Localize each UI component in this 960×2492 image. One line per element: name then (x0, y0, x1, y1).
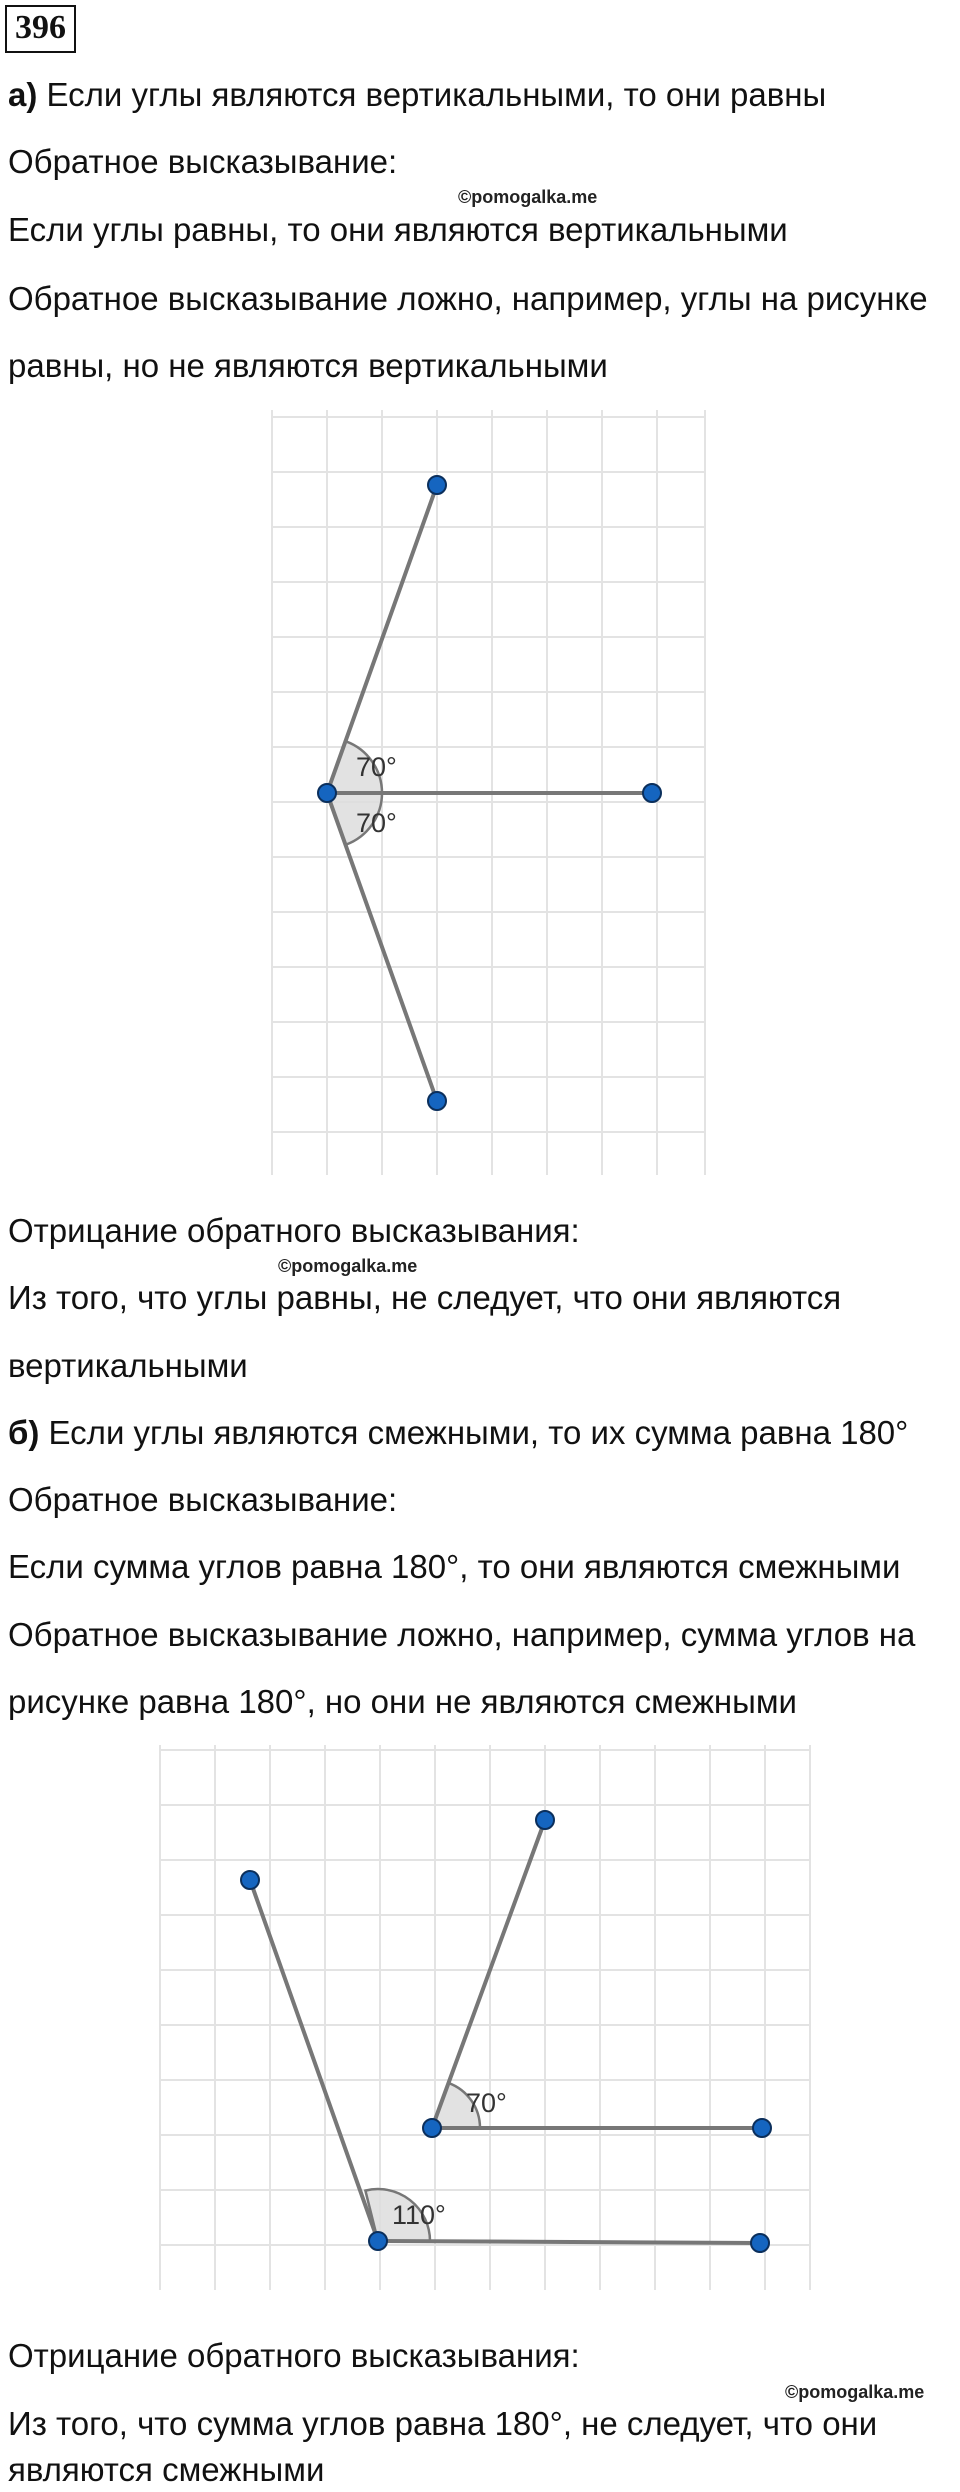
point-upper-top (536, 1811, 554, 1829)
part-b-false-note-line2: рисунке равна 180°, но они не являются смежными (8, 1683, 797, 1720)
part-a-converse-heading: Обратное высказывание: (8, 143, 398, 180)
part-a-negation-heading: Отрицание обратного высказывания: (8, 1212, 580, 1249)
part-b-statement: Если углы являются смежными, то их сумма равна 180° (48, 1414, 909, 1451)
point-upper-vertex (423, 2119, 441, 2137)
part-a-negation-line1: Из того, что углы равны, не следует, что они являются (8, 1279, 842, 1316)
point-lower-top (241, 1871, 259, 1889)
watermark-1: ©pomogalka.me (458, 187, 598, 207)
angle-label-top: 70° (356, 752, 397, 782)
figure-b-grid (160, 1745, 810, 2290)
point-bottom (428, 1092, 446, 1110)
part-b-negation-line1: Из того, что сумма углов равна 180°, не следует, что они (8, 2405, 878, 2442)
figure-supplementary-example (154, 1740, 820, 2300)
problem-number: 396 (5, 5, 76, 53)
lower-ray-horizontal (378, 2241, 760, 2243)
part-a-false-note-line2: равны, но не являются вертикальными (8, 347, 608, 384)
part-b-converse: Если сумма углов равна 180°, то они являются смежными (8, 1548, 901, 1585)
point-upper-right (753, 2119, 771, 2137)
upper-ray-slanted (432, 1820, 545, 2128)
point-lower-vertex (369, 2232, 387, 2250)
part-a-negation-line2: вертикальными (8, 1347, 248, 1384)
point-top (428, 476, 446, 494)
angle-label-upper: 70° (466, 2088, 507, 2118)
angle-label-bottom: 70° (356, 808, 397, 838)
part-b-negation-line2: являются смежными (8, 2451, 325, 2488)
part-a-converse: Если углы равны, то они являются вертикальными (8, 211, 788, 248)
part-a-false-note-line1: Обратное высказывание ложно, например, углы на рисунке (8, 280, 928, 317)
part-b-false-note-line1: Обратное высказывание ложно, например, сумма углов на (8, 1616, 916, 1653)
angle-label-lower: 110° (392, 2200, 446, 2230)
point-lower-right (751, 2234, 769, 2252)
part-a-statement-line (8, 75, 826, 115)
part-b-statement-line (8, 1413, 908, 1453)
part-a-marker: а) (8, 76, 38, 113)
point-vertex (318, 784, 336, 802)
point-right (643, 784, 661, 802)
figure-vertical-angles (264, 404, 714, 1184)
part-a-statement: Если углы являются вертикальными, то они равны (46, 76, 827, 113)
watermark-3: ©pomogalka.me (785, 2382, 925, 2402)
part-b-negation-heading: Отрицание обратного высказывания: (8, 2337, 580, 2374)
part-b-marker: б) (8, 1414, 40, 1451)
watermark-2: ©pomogalka.me (278, 1256, 418, 1276)
part-b-converse-heading: Обратное высказывание: (8, 1481, 398, 1518)
